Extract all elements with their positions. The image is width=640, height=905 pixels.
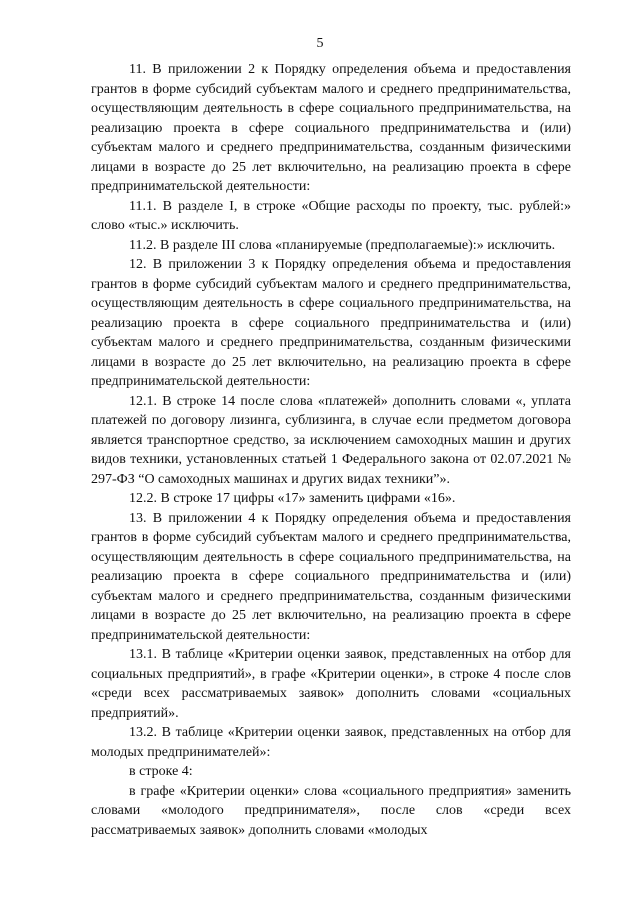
document-body — [91, 60, 571, 840]
paragraph-11-2: 11.2. В разделе III слова «планируемые (предполагаемые):» исключить. — [129, 237, 556, 253]
paragraph-row-4: в строке 4: — [129, 764, 193, 779]
paragraph-13-2: 13.2. В таблице «Критерии оценки заявок, представленных на отбор для молодых предпринимателей»: — [91, 725, 571, 760]
paragraph-13-1: 13.1. В таблице «Критерии оценки заявок, представленных на отбор для социальных предприятий», в графе «Критерии оценки», в строке 4 после слов «среди всех рассматриваемых заявок» дополнить словами «социальных предприятий». — [91, 647, 571, 721]
paragraph-12-1: 12.1. В строке 14 после слова «платежей» дополнить словами «, уплата платежей по договору лизинга, сублизинга, в случае если предметом договора является транспортное средство, за исключением самоходных машин и других видов техники, установленных статьей 1 Федерального закона от 02.07.2021 № 297-ФЗ “О самоходных машинах и других видах техники”». — [91, 393, 571, 487]
paragraph-12: 12. В приложении 3 к Порядку определения объема и предоставления грантов в форме субсидий субъектам малого и среднего предпринимательства, осуществляющим деятельность в сфере социального предпринимательства, на реализацию проекта в сфере социального предпринимательства и (или) субъектам малого и среднего предпринимательства, созданным физическими лицами в возрасте до 25 лет включительно, на реализацию проекта в сфере предпринимательской деятельности: — [91, 257, 571, 389]
page-number: 5 — [316, 36, 324, 51]
paragraph-12-2: 12.2. В строке 17 цифры «17» заменить цифрами «16». — [129, 491, 456, 506]
paragraph-column-criteria: в графе «Критерии оценки» слова «социального предприятия» заменить словами «молодого предпринимателя», после слов «среди всех рассматриваемых заявок» дополнить словами «молодых — [91, 783, 571, 838]
paragraph-13: 13. В приложении 4 к Порядку определения объема и предоставления грантов в форме субсидий субъектам малого и среднего предпринимательства, осуществляющим деятельность в сфере социального предпринимательства, на реализацию проекта в сфере социального предпринимательства и (или) субъектам малого и среднего предпринимательства, созданным физическими лицами в возрасте до 25 лет включительно, на реализацию проекта в сфере предпринимательской деятельности: — [91, 510, 571, 643]
paragraph-11: 11. В приложении 2 к Порядку определения объема и предоставления грантов в форме субсидий субъектам малого и среднего предпринимательства, осуществляющим деятельность в сфере социального предпринимательства, на реализацию проекта в сфере социального предпринимательства и (или) субъектам малого и среднего предпринимательства, созданным физическими лицами в возрасте до 25 лет включительно, на реализацию проекта в сфере предпринимательской деятельности: — [91, 62, 571, 194]
paragraph-11-1: 11.1. В разделе I, в строке «Общие расходы по проекту, тыс. рублей:» слово «тыс.» исключить. — [91, 198, 571, 233]
